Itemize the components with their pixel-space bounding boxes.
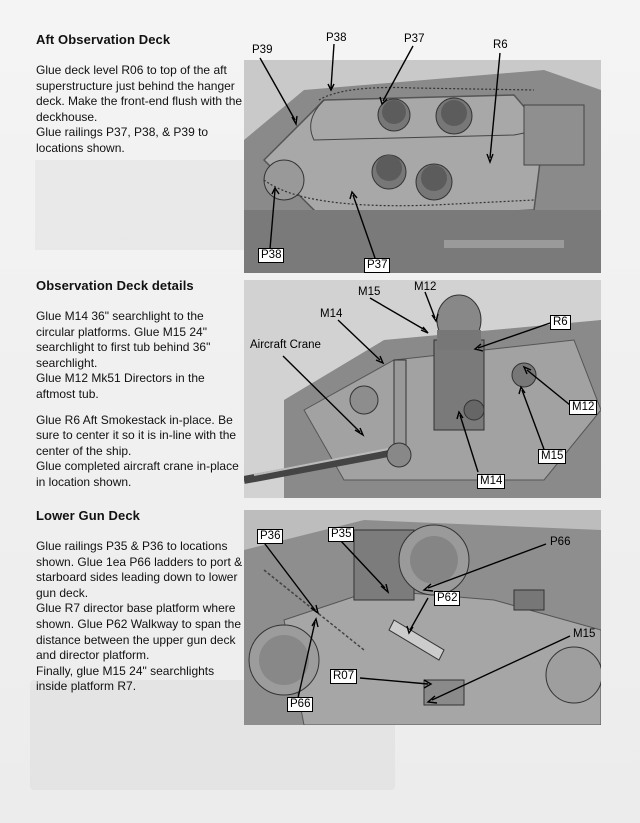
callout-label: R6: [493, 39, 508, 51]
callout-label: P66: [287, 697, 313, 712]
deck-render: [244, 280, 601, 498]
figure-aft-observation-deck: [244, 60, 601, 273]
section-lower-gun-deck: [36, 508, 244, 695]
section-observation-deck-details: [36, 278, 244, 491]
instruction-paragraph: Glue R6 Aft Smokestack in-place. Be sure to center it so it is in-line with the center of the ship.: [36, 412, 237, 458]
callout-label: P66: [550, 536, 571, 548]
instruction-paragraph: Glue R7 director base platform where shown. Glue P62 Walkway to span the distance between the upper gun deck and director platform.: [36, 601, 241, 663]
instruction-paragraph: Glue M14 36" searchlight to the circular platforms. Glue M15 24" searchlight to first tub behind 36" searchlight.: [36, 309, 211, 370]
section-heading: Observation Deck details: [36, 278, 194, 293]
instruction-paragraph: Glue deck level R06 to top of the aft superstructure just behind the hanger deck. Make the front-end flush with the deckhouse.: [36, 63, 243, 124]
section-heading: Lower Gun Deck: [36, 508, 140, 523]
callout-label: P36: [257, 529, 283, 544]
callout-label: M14: [320, 308, 343, 320]
figure-observation-deck-details: [244, 280, 601, 498]
callout-label: M15: [358, 286, 381, 298]
callout-label: P39: [252, 44, 273, 56]
section-aft-observation-deck: [36, 32, 244, 157]
callout-label: P38: [326, 32, 347, 44]
instruction-paragraph: Glue M12 Mk51 Directors in the aftmost tub.: [36, 371, 205, 401]
callout-label: P62: [434, 591, 460, 606]
instruction-paragraph: Glue completed aircraft crane in-place in location shown.: [36, 459, 239, 489]
callout-label: R6: [550, 315, 571, 330]
deck-render: [244, 60, 601, 273]
callout-label: M14: [477, 474, 505, 489]
callout-label: P37: [364, 258, 390, 273]
callout-label: M12: [414, 281, 437, 293]
callout-label: P38: [258, 248, 284, 263]
callout-label: M15: [573, 628, 596, 640]
callout-label: Aircraft Crane: [250, 339, 321, 351]
instruction-paragraph: Finally, glue M15 24" searchlights inside platform R7.: [36, 663, 215, 694]
instruction-paragraph: Glue railings P35 & P36 to locations shown. Glue 1ea P66 ladders to port & starboard sides leading down to lower gun deck.: [36, 539, 243, 600]
callout-label: M15: [538, 449, 566, 464]
bleed-through-shadow: [35, 160, 245, 250]
instruction-paragraph: Glue railings P37, P38, & P39 to locations shown.: [36, 125, 209, 155]
callout-label: P37: [404, 33, 425, 45]
callout-label: R07: [330, 669, 357, 684]
callout-label: M12: [569, 400, 597, 415]
callout-label: P35: [328, 527, 354, 542]
section-heading: Aft Observation Deck: [36, 32, 171, 47]
